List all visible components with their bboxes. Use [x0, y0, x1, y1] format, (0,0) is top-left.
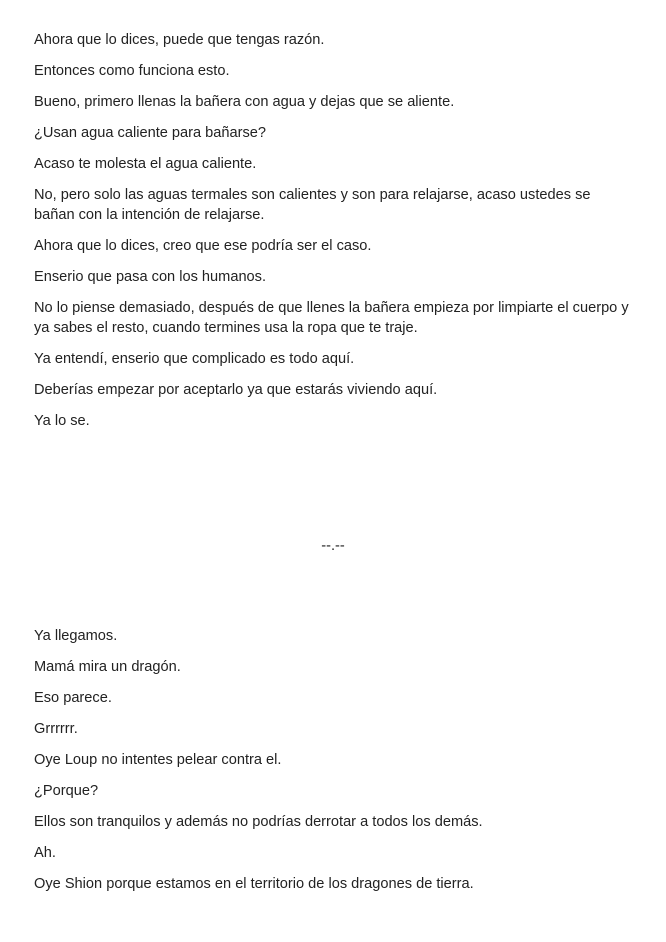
paragraph: Grrrrrr.	[34, 721, 78, 737]
paragraph: ¿Porque?	[34, 783, 99, 799]
paragraph: Ahora que lo dices, creo que ese podría ser el caso.	[34, 238, 372, 254]
dialogue-section-2	[34, 626, 634, 905]
paragraph: Ahora que lo dices, puede que tengas razón.	[34, 32, 325, 48]
paragraph: Ellos son tranquilos y además no podrías derrotar a todos los demás.	[34, 814, 483, 830]
paragraph: Deberías empezar por aceptarlo ya que estarás viviendo aquí.	[34, 382, 438, 398]
paragraph: No lo piense demasiado, después de que llenes la bañera empieza por limpiarte el cuerpo y ya sabes el resto, cuando termines usa la ropa que te traje.	[34, 300, 629, 336]
paragraph: Enserio que pasa con los humanos.	[34, 269, 267, 285]
paragraph: Ah.	[34, 845, 56, 861]
paragraph: Ya lo se.	[34, 413, 90, 429]
paragraph: Ya entendí, enserio que complicado es todo aquí.	[34, 351, 355, 367]
paragraph: ¿Usan agua caliente para bañarse?	[34, 125, 267, 141]
scene-separator: --.--	[321, 538, 345, 554]
dialogue-section-1	[34, 30, 634, 442]
paragraph: Oye Loup no intentes pelear contra el.	[34, 752, 282, 768]
paragraph: Bueno, primero llenas la bañera con agua y dejas que se aliente.	[34, 94, 455, 110]
paragraph: Mamá mira un dragón.	[34, 659, 181, 675]
paragraph: Eso parece.	[34, 690, 112, 706]
paragraph: Oye Shion porque estamos en el territorio de los dragones de tierra.	[34, 876, 474, 892]
paragraph: No, pero solo las aguas termales son calientes y son para relajarse, acaso ustedes se bañan con la intención de relajarse.	[34, 187, 591, 223]
paragraph: Ya llegamos.	[34, 628, 118, 644]
paragraph: Acaso te molesta el agua caliente.	[34, 156, 257, 172]
paragraph: Entonces como funciona esto.	[34, 63, 230, 79]
